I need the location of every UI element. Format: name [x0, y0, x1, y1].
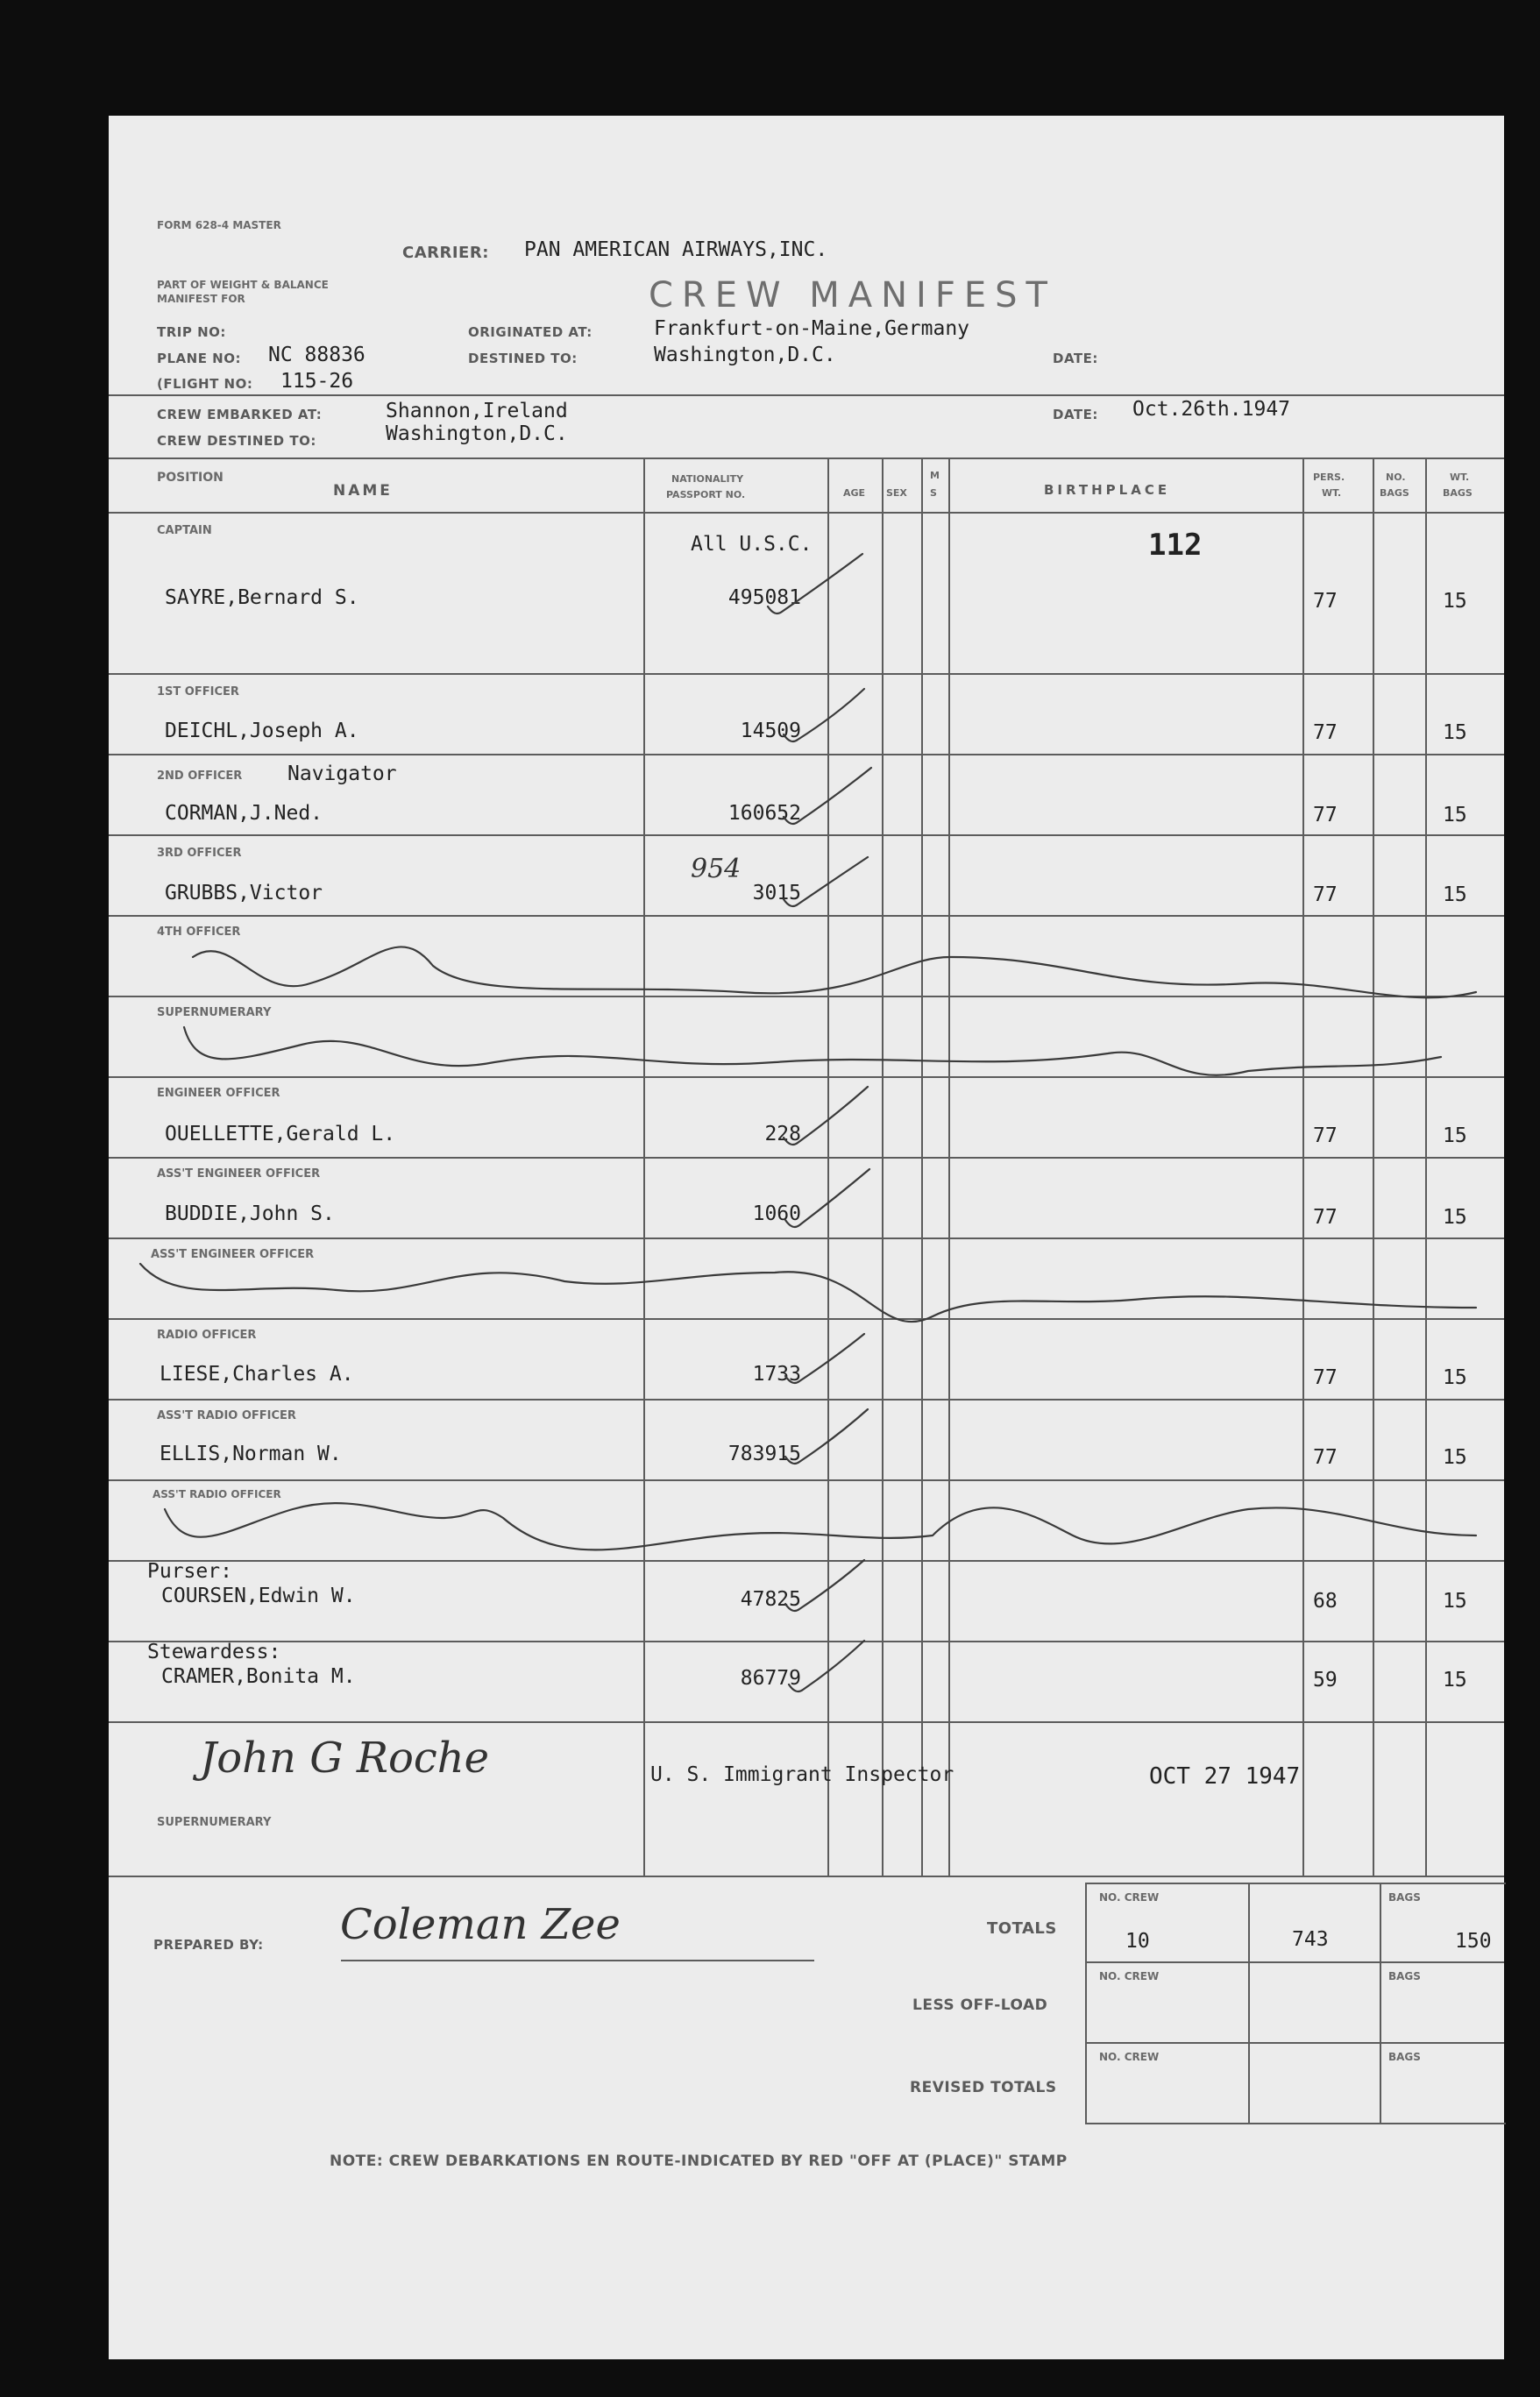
- position-label: ASS'T ENGINEER OFFICER: [151, 1248, 315, 1261]
- crew-destined-value: Washington,D.C.: [386, 422, 568, 445]
- position-label: ASS'T ENGINEER OFFICER: [157, 1167, 321, 1181]
- page-title: CREW MANIFEST: [649, 275, 1056, 316]
- position-label: SUPERNUMERARY: [157, 1816, 272, 1829]
- check-mark: [785, 1409, 868, 1464]
- part-of-label-2: MANIFEST FOR: [157, 293, 245, 305]
- totals-bags: 150: [1455, 1930, 1492, 1953]
- col-header-no-bags: BAGS: [1380, 487, 1409, 499]
- passport-note: 954: [691, 854, 742, 884]
- wt-bags: 15: [1443, 1669, 1467, 1691]
- pers-wt: 77: [1313, 721, 1338, 744]
- inspection-date-stamp: OCT 27 1947: [1149, 1763, 1301, 1790]
- pers-wt: 59: [1313, 1669, 1338, 1691]
- passport-no: 495081: [727, 586, 801, 609]
- trip-no-label: TRIP NO:: [157, 324, 226, 340]
- totals-label: TOTALS: [987, 1919, 1057, 1938]
- crew-embarked-label: CREW EMBARKED AT:: [157, 407, 323, 422]
- birthplace-note: 112: [1148, 528, 1203, 563]
- check-mark: [785, 1169, 869, 1227]
- position-label: ASS'T RADIO OFFICER: [153, 1488, 281, 1500]
- plane-no: NC 88836: [268, 344, 365, 366]
- strike-line: [140, 1264, 1476, 1322]
- revised-totals-label: REVISED TOTALS: [910, 2079, 1057, 2096]
- col-header-nationality: NATIONALITY: [671, 473, 744, 485]
- carrier-name: PAN AMERICAN AIRWAYS,INC.: [524, 238, 828, 261]
- check-mark: [785, 1560, 864, 1611]
- part-of-label-1: PART OF WEIGHT & BALANCE: [157, 279, 329, 291]
- totals-pers-wt: 743: [1292, 1928, 1329, 1951]
- col-header-wt: WT.: [1450, 472, 1470, 483]
- prepared-by-label: PREPARED BY:: [153, 1937, 264, 1953]
- wt-bags: 15: [1443, 1124, 1467, 1147]
- date-label-2: DATE:: [1053, 407, 1098, 422]
- handwriting-overlay: [109, 116, 1504, 2359]
- crew-destined-label: CREW DESTINED TO:: [157, 433, 316, 449]
- passport-no: 160652: [727, 802, 801, 825]
- crew-name: DEICHL,Joseph A.: [165, 720, 359, 742]
- check-mark: [785, 1334, 864, 1383]
- position-label: ENGINEER OFFICER: [157, 1087, 280, 1100]
- col-header-age: AGE: [843, 487, 866, 499]
- crew-embarked-value: Shannon,Ireland: [386, 400, 568, 422]
- passport-no: 3015: [752, 882, 801, 904]
- strike-line: [184, 1027, 1441, 1075]
- totals-no-crew: 10: [1125, 1930, 1150, 1953]
- nationality-note: All U.S.C.: [691, 533, 813, 556]
- wt-bags: 15: [1443, 804, 1467, 826]
- wt-bags: 15: [1443, 590, 1467, 613]
- strike-line: [165, 1503, 1476, 1550]
- wt-bags: 15: [1443, 883, 1467, 906]
- col-header-passport: PASSPORT NO.: [666, 489, 746, 500]
- pers-wt: 77: [1313, 883, 1338, 906]
- crew-name: CORMAN,J.Ned.: [165, 802, 323, 825]
- carrier-label: CARRIER:: [402, 244, 489, 262]
- position-label: Purser:: [147, 1560, 232, 1583]
- crew-name: GRUBBS,Victor: [165, 882, 323, 904]
- flight-no: 115-26: [280, 370, 354, 393]
- col-header-pers: PERS.: [1313, 472, 1345, 483]
- col-header-sex: SEX: [886, 487, 907, 499]
- pers-wt: 68: [1313, 1590, 1338, 1613]
- crew-name: OUELLETTE,Gerald L.: [165, 1123, 396, 1145]
- form-number: FORM 628-4 MASTER: [157, 219, 281, 231]
- position-label: ASS'T RADIO OFFICER: [157, 1409, 296, 1422]
- col-header-pers-wt: WT.: [1322, 487, 1342, 499]
- col-header-ms-1: M: [930, 470, 940, 481]
- prepared-by-signature: Coleman Zee: [340, 1900, 621, 1949]
- manifest-page: [109, 116, 1504, 2359]
- destined-label: DESTINED TO:: [468, 351, 578, 366]
- inspector-signature: John G Roche: [200, 1734, 490, 1783]
- position-label: CAPTAIN: [157, 524, 212, 537]
- passport-no: 14509: [740, 720, 801, 742]
- col-header-position: POSITION: [157, 471, 224, 485]
- position-label: 4TH OFFICER: [157, 925, 241, 939]
- footer-note: NOTE: CREW DEBARKATIONS EN ROUTE-INDICATED BY RED "OFF AT (PLACE)" STAMP: [330, 2152, 1068, 2170]
- originated-label: ORIGINATED AT:: [468, 324, 593, 340]
- plane-no-label: PLANE NO:: [157, 351, 241, 366]
- position-label: 1ST OFFICER: [157, 685, 239, 699]
- crew-name: SAYRE,Bernard S.: [165, 586, 359, 609]
- passport-no: 228: [764, 1123, 801, 1145]
- no-crew-label: NO. CREW: [1099, 1970, 1160, 1982]
- date-label-1: DATE:: [1053, 351, 1098, 366]
- date-value-2: Oct.26th.1947: [1132, 398, 1291, 421]
- strike-line: [193, 947, 1476, 997]
- position-label: RADIO OFFICER: [157, 1329, 257, 1342]
- inspector-title: U. S. Immigrant Inspector: [650, 1763, 955, 1786]
- pers-wt: 77: [1313, 590, 1338, 613]
- bags-label: BAGS: [1388, 1970, 1421, 1982]
- check-mark: [768, 554, 862, 613]
- originated-value: Frankfurt-on-Maine,Germany: [654, 317, 970, 340]
- position-label: 3RD OFFICER: [157, 847, 242, 860]
- passport-no: 1060: [752, 1202, 801, 1225]
- passport-no: 47825: [740, 1588, 801, 1611]
- no-crew-label: NO. CREW: [1099, 2051, 1160, 2063]
- col-header-no: NO.: [1386, 472, 1406, 483]
- pers-wt: 77: [1313, 804, 1338, 826]
- col-header-name: NAME: [333, 482, 393, 500]
- wt-bags: 15: [1443, 721, 1467, 744]
- destined-value: Washington,D.C.: [654, 344, 836, 366]
- col-header-ms-2: S: [930, 487, 937, 499]
- position-label: SUPERNUMERARY: [157, 1006, 272, 1019]
- check-mark: [784, 768, 871, 824]
- pers-wt: 77: [1313, 1446, 1338, 1469]
- wt-bags: 15: [1443, 1206, 1467, 1229]
- passport-no: 1733: [752, 1363, 801, 1386]
- pers-wt: 77: [1313, 1124, 1338, 1147]
- bags-label: BAGS: [1388, 2051, 1421, 2063]
- col-header-wt-bags: BAGS: [1443, 487, 1473, 499]
- crew-name: ELLIS,Norman W.: [160, 1443, 342, 1465]
- no-crew-label: NO. CREW: [1099, 1891, 1160, 1904]
- crew-name: CRAMER,Bonita M.: [161, 1665, 356, 1688]
- check-mark: [789, 1641, 864, 1691]
- flight-no-label: (FLIGHT NO:: [157, 376, 253, 392]
- wt-bags: 15: [1443, 1366, 1467, 1389]
- position-label: Stewardess:: [147, 1641, 281, 1663]
- check-mark: [784, 1087, 868, 1145]
- less-offload-label: LESS OFF-LOAD: [912, 1996, 1048, 2014]
- crew-name: COURSEN,Edwin W.: [161, 1585, 356, 1607]
- wt-bags: 15: [1443, 1590, 1467, 1613]
- passport-no: 783915: [727, 1443, 801, 1465]
- wt-bags: 15: [1443, 1446, 1467, 1469]
- check-mark: [784, 857, 868, 906]
- pers-wt: 77: [1313, 1366, 1338, 1389]
- col-header-birthplace: BIRTHPLACE: [1044, 482, 1171, 498]
- passport-no: 86779: [740, 1667, 801, 1690]
- position-label: 2ND OFFICER: [157, 769, 243, 783]
- crew-name: BUDDIE,John S.: [165, 1202, 335, 1225]
- position-note: Navigator: [287, 762, 397, 785]
- pers-wt: 77: [1313, 1206, 1338, 1229]
- crew-name: LIESE,Charles A.: [160, 1363, 354, 1386]
- bags-label: BAGS: [1388, 1891, 1421, 1904]
- check-mark: [784, 689, 864, 741]
